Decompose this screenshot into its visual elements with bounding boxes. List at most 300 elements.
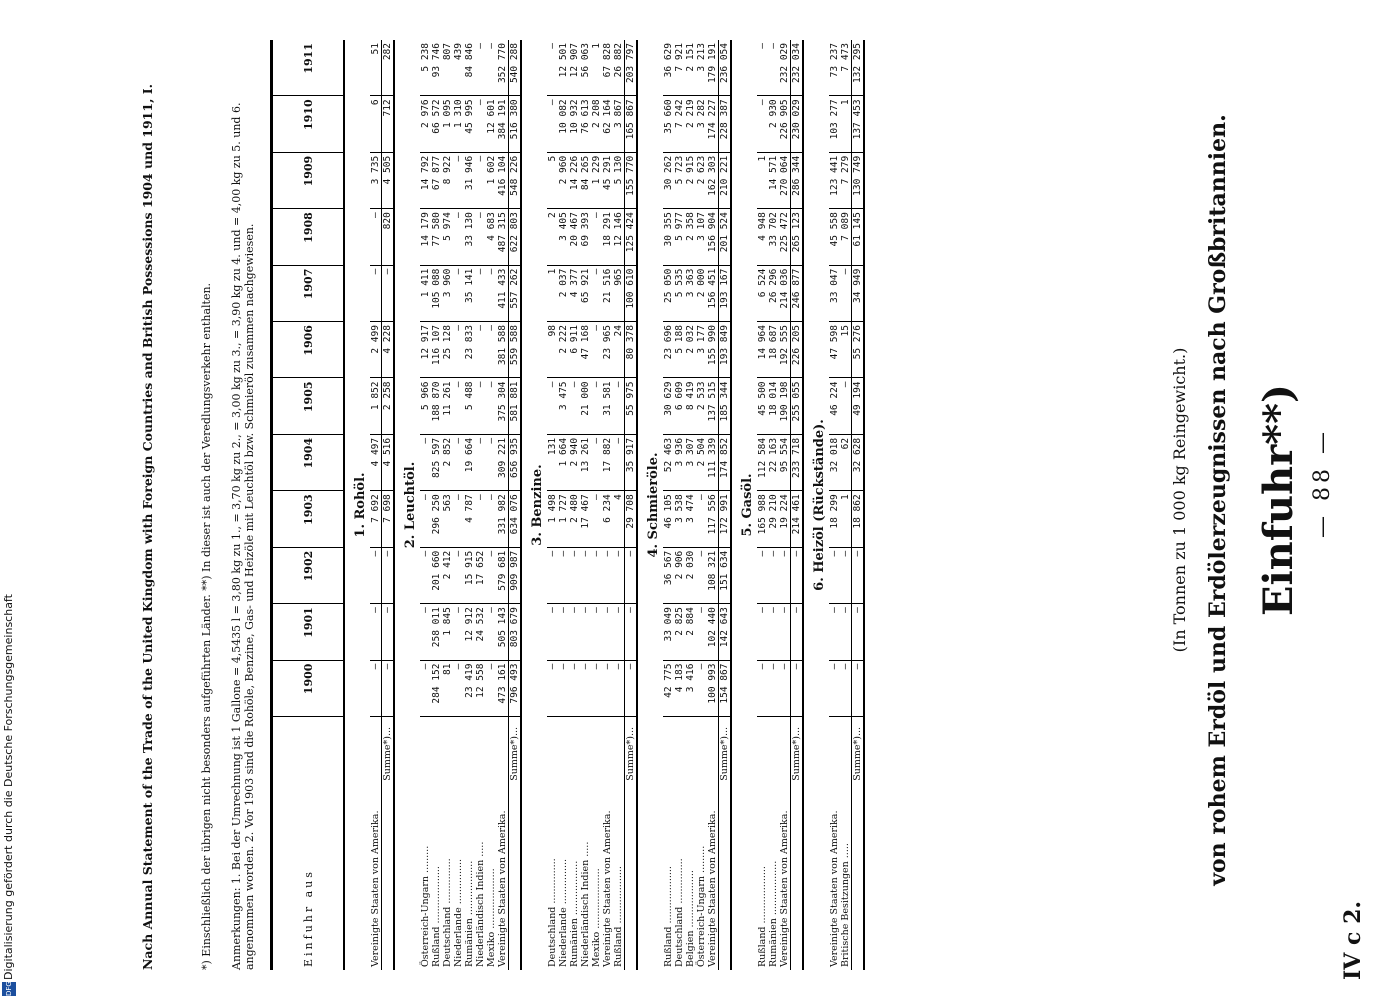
country-cell: Deutschland ............... [442, 858, 453, 967]
sum-value-cell: — [382, 660, 395, 716]
country-cell: Vereinigte Staaten von Amerika. [602, 810, 613, 967]
value-cell: — [370, 660, 382, 716]
value-cell: 18 291 [602, 209, 613, 265]
column-header-year: 1902 [272, 547, 345, 603]
value-cell: 105 088 [431, 265, 442, 321]
value-cell: 76 613 [580, 96, 591, 152]
value-cell: 73 237 [829, 40, 840, 96]
value-cell: 12 501 [558, 40, 569, 96]
value-cell: 31 581 [602, 378, 613, 434]
value-cell: 505 143 [497, 604, 509, 660]
sum-value-cell: 230 029 [791, 96, 804, 152]
value-cell: 6 [370, 96, 382, 152]
value-cell: 5 977 [674, 209, 685, 265]
value-cell: — [453, 434, 464, 490]
value-cell: — [613, 547, 625, 603]
value-cell: 1 [840, 96, 852, 152]
value-cell: 4 [613, 491, 625, 547]
value-cell: 1 310 [453, 96, 464, 152]
value-cell: — [558, 660, 569, 716]
sum-value-cell: 55 975 [625, 378, 638, 434]
value-cell: 3 213 [696, 40, 707, 96]
digitization-credit-bar [0, 0, 20, 1000]
value-cell: 4 183 [674, 660, 685, 716]
value-cell: — [420, 547, 431, 603]
value-cell: 232 029 [779, 40, 791, 96]
source-note: Nach Annual Statement of the Trade of the United Kingdom with Foreign Countries and British Possessions 1904 und 1911, I. [140, 84, 155, 970]
sum-label: Summe*)... [791, 717, 804, 971]
section-title: 2. Leuchtöl. [403, 461, 418, 549]
table-row [442, 40, 453, 970]
value-cell: 62 164 [602, 96, 613, 152]
value-cell: 11 261 [442, 378, 453, 434]
column-header-year: 1905 [272, 378, 345, 434]
sum-value-cell: — [382, 265, 395, 321]
value-cell: 56 063 [580, 40, 591, 96]
value-cell: 2 030 [685, 547, 696, 603]
table-row [829, 40, 840, 970]
sum-value-cell: 796 493 [509, 660, 522, 716]
sum-label: Summe*)... [852, 717, 865, 971]
sum-value-cell: 4 505 [382, 152, 395, 208]
table-row [768, 40, 779, 970]
sum-value-cell: 540 288 [509, 40, 522, 96]
value-cell: — [779, 604, 791, 660]
value-cell: — [591, 322, 602, 378]
sum-value-cell: 236 054 [719, 40, 732, 96]
value-cell: 25 050 [663, 265, 674, 321]
value-cell: — [453, 322, 464, 378]
sum-value-cell: 246 877 [791, 265, 804, 321]
sum-value-cell: 125 424 [625, 209, 638, 265]
value-cell: — [558, 604, 569, 660]
table-row [707, 40, 719, 970]
value-cell: 19 224 [779, 491, 791, 547]
value-cell: — [569, 660, 580, 716]
column-header-year: 1911 [272, 40, 345, 96]
value-cell: 84 846 [464, 40, 475, 96]
sum-value-cell: 132 295 [852, 40, 865, 96]
footnote: *) Einschließlich der übrigen nicht besonders aufgeführten Länder. **) In dieser ist auch der Veredlungsverkehr enthalten. [200, 282, 213, 970]
value-cell: 123 441 [829, 152, 840, 208]
value-cell: 6 234 [602, 491, 613, 547]
value-cell: — [840, 265, 852, 321]
table-row [475, 40, 486, 970]
value-cell: — [768, 660, 779, 716]
value-cell: 29 210 [768, 491, 779, 547]
value-cell: 10 082 [558, 96, 569, 152]
value-cell: — [696, 660, 707, 716]
value-cell: — [580, 660, 591, 716]
column-header-year: 1903 [272, 491, 345, 547]
value-cell: 5 723 [674, 152, 685, 208]
value-cell: — [547, 40, 558, 96]
value-cell: 965 [613, 265, 625, 321]
value-cell: 100 993 [707, 660, 719, 716]
value-cell: 4 497 [370, 434, 382, 490]
value-cell: — [420, 491, 431, 547]
value-cell: — [840, 378, 852, 434]
value-cell: — [370, 604, 382, 660]
country-cell: Britische Besitzungen ..... [840, 843, 851, 967]
value-cell: 47 598 [829, 322, 840, 378]
value-cell: 2 358 [685, 209, 696, 265]
sum-value-cell: 165 867 [625, 96, 638, 152]
table-header-row [272, 40, 345, 970]
value-cell: 375 304 [497, 378, 509, 434]
value-cell: — [475, 378, 486, 434]
value-cell: 6 609 [674, 378, 685, 434]
value-cell: 33 130 [464, 209, 475, 265]
country-cell: Niederlande ............... [453, 858, 464, 967]
table-row [464, 40, 475, 970]
value-cell: — [757, 40, 768, 96]
value-cell: — [696, 547, 707, 603]
value-cell: 8 419 [685, 378, 696, 434]
reference-code: IV c 2. [1340, 900, 1366, 980]
sum-value-cell: 803 679 [509, 604, 522, 660]
section-title: 1. Rohöl. [353, 472, 368, 538]
country-cell: Mexiko .................... [486, 868, 497, 967]
digitization-credit: Digitalisierung gefördert durch die Deutsche Forschungsgemeinschaft [2, 594, 15, 980]
value-cell: — [475, 209, 486, 265]
value-cell: 31 946 [464, 152, 475, 208]
value-cell: 4 377 [569, 265, 580, 321]
value-cell: 3 405 [558, 209, 569, 265]
table-row [779, 40, 791, 970]
value-cell: 95 554 [779, 434, 791, 490]
value-cell: 331 982 [497, 491, 509, 547]
country-cell: Vereinigte Staaten von Amerika. [370, 810, 381, 967]
value-cell: 33 702 [768, 209, 779, 265]
sum-value-cell: 559 588 [509, 322, 522, 378]
value-cell: 18 014 [768, 378, 779, 434]
value-cell: 174 227 [707, 96, 719, 152]
value-cell: 46 105 [663, 491, 674, 547]
value-cell: 2 930 [768, 96, 779, 152]
value-cell: 45 291 [602, 152, 613, 208]
section-heading-row [344, 40, 370, 970]
sum-label: Summe*)... [382, 717, 395, 971]
value-cell: 1 602 [486, 152, 497, 208]
value-cell: 77 580 [431, 209, 442, 265]
country-cell: Niederländisch Indien ..... [580, 841, 591, 967]
value-cell: 108 321 [707, 547, 719, 603]
value-cell: 36 629 [663, 40, 674, 96]
value-cell: 12 912 [464, 604, 475, 660]
value-cell: — [486, 547, 497, 603]
column-header-year: 1909 [272, 152, 345, 208]
value-cell: — [840, 547, 852, 603]
value-cell: 2 222 [558, 322, 569, 378]
sum-value-cell: — [382, 604, 395, 660]
country-cell: Niederlande ............... [558, 858, 569, 967]
value-cell: 14 571 [768, 152, 779, 208]
sum-value-cell: — [852, 660, 865, 716]
country-cell: Österreich-Ungarn ......... [696, 845, 707, 967]
value-cell: — [453, 604, 464, 660]
sum-value-cell: 4 516 [382, 434, 395, 490]
value-cell: — [696, 604, 707, 660]
value-cell: 384 191 [497, 96, 509, 152]
value-cell: 3 735 [370, 152, 382, 208]
value-cell: 2 976 [420, 96, 431, 152]
sum-value-cell: 172 991 [719, 491, 732, 547]
value-cell: — [591, 378, 602, 434]
value-cell: 5 [547, 152, 558, 208]
section-title: 5. Gasöl. [740, 473, 755, 537]
value-cell: 5 535 [674, 265, 685, 321]
value-cell: 12 601 [486, 96, 497, 152]
value-cell: — [757, 96, 768, 152]
section-title: 3. Benzine. [530, 464, 545, 546]
value-cell: 2 032 [685, 322, 696, 378]
value-cell: 26 882 [613, 40, 625, 96]
section-title: 6. Heizöl (Rückstände). [812, 419, 827, 591]
value-cell: 24 [613, 322, 625, 378]
sum-label: Summe*)... [625, 717, 638, 971]
sum-row [509, 40, 522, 970]
country-cell: Rußland ................... [757, 866, 768, 967]
value-cell: — [475, 434, 486, 490]
country-cell: Vereinigte Staaten von Amerika. [707, 810, 718, 967]
country-cell: Rußland ................... [613, 866, 624, 967]
value-cell: 15 915 [464, 547, 475, 603]
value-cell: 20 467 [569, 209, 580, 265]
value-cell: — [370, 547, 382, 603]
sum-value-cell: 255 055 [791, 378, 804, 434]
table-row [431, 40, 442, 970]
value-cell: 2 940 [569, 434, 580, 490]
value-cell: 69 393 [580, 209, 591, 265]
sum-value-cell: 137 453 [852, 96, 865, 152]
table-row [757, 40, 768, 970]
sum-value-cell: — [791, 604, 804, 660]
value-cell: 32 018 [829, 434, 840, 490]
value-cell: 13 261 [580, 434, 591, 490]
value-cell: 270 064 [779, 152, 791, 208]
value-cell: 12 907 [569, 40, 580, 96]
value-cell: — [486, 434, 497, 490]
value-cell: 1 [840, 491, 852, 547]
country-cell: Rumänien .................. [569, 860, 580, 967]
value-cell: — [757, 547, 768, 603]
value-cell: 579 681 [497, 547, 509, 603]
value-cell: 2 533 [696, 378, 707, 434]
value-cell: — [602, 547, 613, 603]
value-cell: — [486, 322, 497, 378]
sum-row [719, 40, 732, 970]
value-cell: 84 265 [580, 152, 591, 208]
value-cell: 2 623 [696, 152, 707, 208]
value-cell: 7 089 [840, 209, 852, 265]
value-cell: 226 905 [779, 96, 791, 152]
sum-value-cell: 130 749 [852, 152, 865, 208]
sum-value-cell: 233 718 [791, 434, 804, 490]
value-cell: 24 532 [475, 604, 486, 660]
value-cell: 7 242 [674, 96, 685, 152]
sum-value-cell: 656 935 [509, 434, 522, 490]
value-cell: 4 948 [757, 209, 768, 265]
sum-row [791, 40, 804, 970]
dfg-logo: DFG [2, 982, 16, 996]
sum-value-cell: 820 [382, 209, 395, 265]
section-heading-row [521, 40, 547, 970]
value-cell: 137 515 [707, 378, 719, 434]
value-cell: — [779, 547, 791, 603]
value-cell: — [547, 547, 558, 603]
page-number: — 88 — [1310, 428, 1335, 538]
sum-value-cell: 155 770 [625, 152, 638, 208]
value-cell: 33 049 [663, 604, 674, 660]
value-cell: 225 472 [779, 209, 791, 265]
sum-row [382, 40, 395, 970]
sum-value-cell: 634 076 [509, 491, 522, 547]
value-cell: 6 911 [569, 322, 580, 378]
value-cell: 296 250 [431, 491, 442, 547]
value-cell: 1 664 [558, 434, 569, 490]
value-cell: 165 988 [757, 491, 768, 547]
value-cell: 2 208 [591, 96, 602, 152]
value-cell: 487 315 [497, 209, 509, 265]
value-cell: 1 [757, 152, 768, 208]
value-cell: 825 597 [431, 434, 442, 490]
table-row [840, 40, 852, 970]
sum-value-cell: 228 387 [719, 96, 732, 152]
value-cell: 30 262 [663, 152, 674, 208]
value-cell: — [613, 378, 625, 434]
value-cell: — [757, 604, 768, 660]
section-heading-row [394, 40, 420, 970]
value-cell: 1 411 [420, 265, 431, 321]
sum-row [625, 40, 638, 970]
value-cell: 2 884 [685, 604, 696, 660]
value-cell: 5 974 [442, 209, 453, 265]
value-cell: 3 107 [696, 209, 707, 265]
value-cell: 4 787 [464, 491, 475, 547]
sum-value-cell: 142 643 [719, 604, 732, 660]
value-cell: 258 011 [431, 604, 442, 660]
value-cell: 18 687 [768, 322, 779, 378]
value-cell: 3 177 [696, 322, 707, 378]
import-table [270, 40, 865, 970]
country-cell: Österreich-Ungarn ......... [420, 845, 431, 967]
value-cell: — [370, 265, 382, 321]
value-cell: 3 960 [442, 265, 453, 321]
sum-value-cell: — [791, 660, 804, 716]
sum-value-cell: 18 862 [852, 491, 865, 547]
value-cell: — [475, 322, 486, 378]
sum-value-cell: — [852, 547, 865, 603]
value-cell: — [613, 434, 625, 490]
country-cell: Vereinigte Staaten von Amerika. [497, 810, 508, 967]
value-cell: 45 995 [464, 96, 475, 152]
value-cell: 7 473 [840, 40, 852, 96]
value-cell: 6 524 [757, 265, 768, 321]
sum-row [852, 40, 865, 970]
section-heading-row [637, 40, 663, 970]
country-cell: Rumänien .................. [768, 860, 779, 967]
sum-value-cell: 548 226 [509, 152, 522, 208]
value-cell: 2 499 [370, 322, 382, 378]
sum-value-cell: 49 194 [852, 378, 865, 434]
page-title: Einfuhr**) [1255, 384, 1302, 616]
table-row [696, 40, 707, 970]
value-cell: 103 277 [829, 96, 840, 152]
value-cell: — [558, 547, 569, 603]
value-cell: — [370, 209, 382, 265]
sum-value-cell: 29 708 [625, 491, 638, 547]
column-header-year: 1904 [272, 434, 345, 490]
value-cell: 563 [442, 491, 453, 547]
column-header-year: 1910 [272, 96, 345, 152]
value-cell: — [602, 604, 613, 660]
value-cell: 62 [840, 434, 852, 490]
value-cell: — [591, 547, 602, 603]
value-cell: 201 660 [431, 547, 442, 603]
sum-value-cell: 35 917 [625, 434, 638, 490]
value-cell: 156 451 [707, 265, 719, 321]
value-cell: 12 146 [613, 209, 625, 265]
value-cell: 17 652 [475, 547, 486, 603]
value-cell: 25 128 [442, 322, 453, 378]
section-title: 4. Schmieröle. [646, 452, 661, 558]
value-cell: 19 664 [464, 434, 475, 490]
value-cell: 14 179 [420, 209, 431, 265]
value-cell: — [453, 152, 464, 208]
country-cell: Deutschland ............... [674, 858, 685, 967]
value-cell: — [547, 96, 558, 152]
value-cell: — [840, 660, 852, 716]
value-cell: 67 828 [602, 40, 613, 96]
table-row [591, 40, 602, 970]
table-row [547, 40, 558, 970]
value-cell: 192 555 [779, 322, 791, 378]
value-cell: 102 440 [707, 604, 719, 660]
sum-value-cell: 232 034 [791, 40, 804, 96]
value-cell: 23 696 [663, 322, 674, 378]
value-cell: — [591, 209, 602, 265]
value-cell: — [768, 604, 779, 660]
value-cell: — [453, 547, 464, 603]
table-row [613, 40, 625, 970]
value-cell: — [591, 660, 602, 716]
value-cell: — [486, 40, 497, 96]
sum-value-cell: 32 628 [852, 434, 865, 490]
value-cell: 2 037 [558, 265, 569, 321]
value-cell: 188 870 [431, 378, 442, 434]
sum-value-cell: — [382, 547, 395, 603]
value-cell: 162 303 [707, 152, 719, 208]
value-cell: — [591, 434, 602, 490]
sum-value-cell: 193 849 [719, 322, 732, 378]
sum-value-cell: 286 344 [791, 152, 804, 208]
value-cell: — [475, 96, 486, 152]
value-cell: 65 921 [580, 265, 591, 321]
value-cell: — [475, 152, 486, 208]
value-cell: 2 825 [674, 604, 685, 660]
country-cell: Rußland ................... [431, 866, 442, 967]
value-cell: 17 467 [580, 491, 591, 547]
value-cell: — [840, 604, 852, 660]
value-cell: — [768, 40, 779, 96]
sum-value-cell: 210 221 [719, 152, 732, 208]
value-cell: — [475, 40, 486, 96]
sum-value-cell: 4 228 [382, 322, 395, 378]
value-cell: — [591, 265, 602, 321]
column-header-year: 1901 [272, 604, 345, 660]
sum-value-cell: 193 167 [719, 265, 732, 321]
